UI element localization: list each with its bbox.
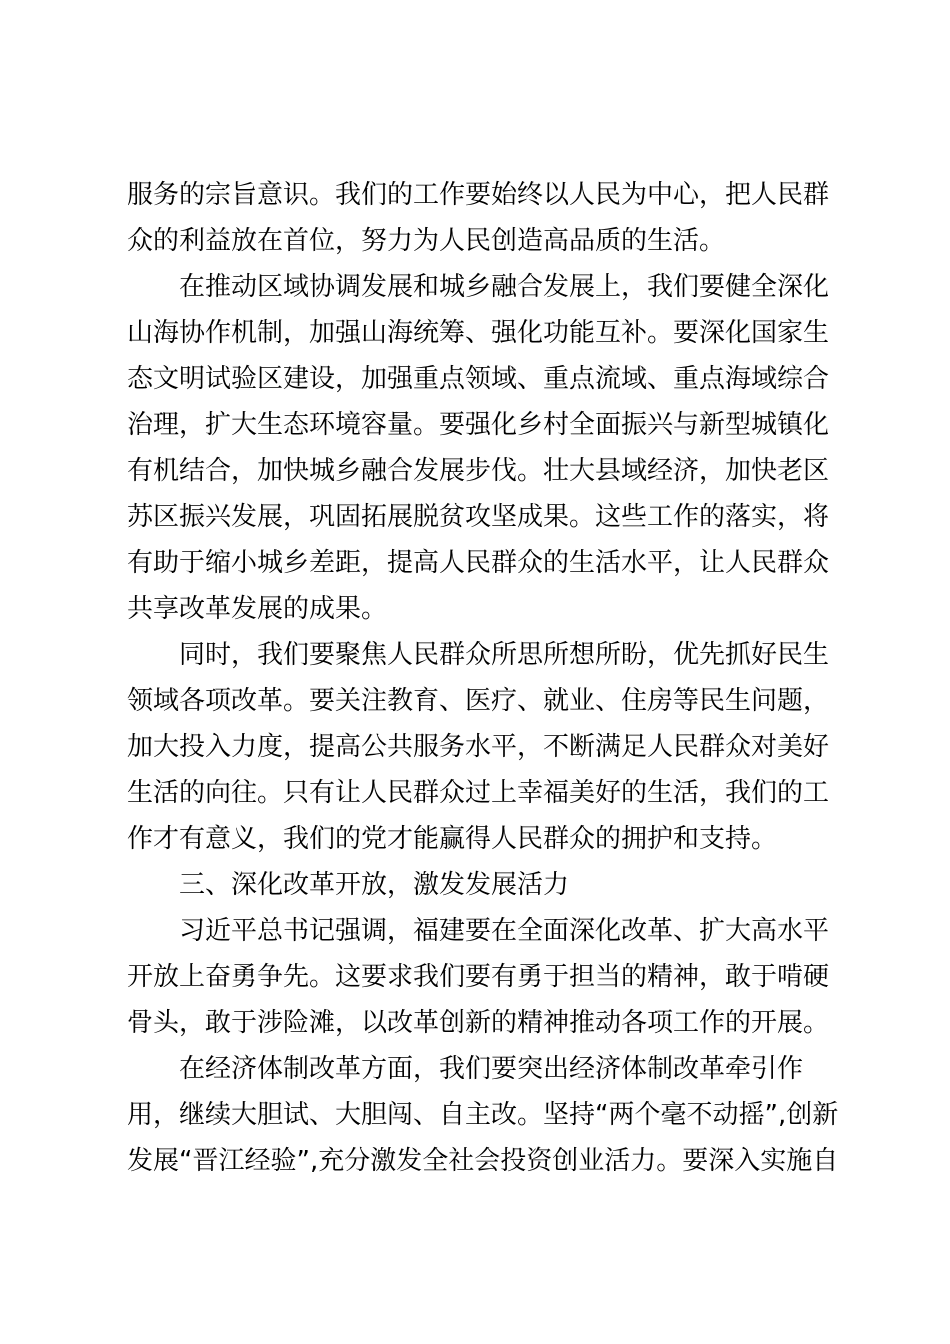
text-line: 有机结合，加快城乡融合发展步伐。壮大县域经济，加快老区 xyxy=(127,456,830,486)
text-line: 用，继续大胆试、大胆闯、自主改。坚持“两个毫不动摇”,创新 xyxy=(127,1100,839,1130)
paragraph-start-line: 在推动区域协调发展和城乡融合发展上，我们要健全深化 xyxy=(179,272,830,302)
text-line: 态文明试验区建设，加强重点领域、重点流域、重点海域综合 xyxy=(127,364,830,394)
text-line: 有助于缩小城乡差距，提高人民群众的生活水平，让人民群众 xyxy=(127,548,830,578)
section-heading: 三、深化改革开放，激发发展活力 xyxy=(179,870,570,900)
text-line: 山海协作机制，加强山海统筹、强化功能互补。要深化国家生 xyxy=(127,318,830,348)
text-line: 服务的宗旨意识。我们的工作要始终以人民为中心，把人民群 xyxy=(127,180,830,210)
text-line: 众的利益放在首位，努力为人民创造高品质的生活。 xyxy=(127,226,726,256)
text-line: 开放上奋勇争先。这要求我们要有勇于担当的精神，敢于啃硬 xyxy=(127,962,830,992)
text-line: 生活的向往。只有让人民群众过上幸福美好的生活，我们的工 xyxy=(127,778,830,808)
text-line: 作才有意义，我们的党才能赢得人民群众的拥护和支持。 xyxy=(127,824,778,854)
paragraph-start-line: 习近平总书记强调，福建要在全面深化改革、扩大高水平 xyxy=(179,916,830,946)
paragraph-start-line: 在经济体制改革方面，我们要突出经济体制改革牵引作 xyxy=(179,1054,804,1084)
text-line: 治理，扩大生态环境容量。要强化乡村全面振兴与新型城镇化 xyxy=(127,410,830,440)
text-line: 骨头，敢于涉险滩，以改革创新的精神推动各项工作的开展。 xyxy=(127,1008,830,1038)
text-line: 共享改革发展的成果。 xyxy=(127,594,388,624)
text-line: 加大投入力度，提高公共服务水平，不断满足人民群众对美好 xyxy=(127,732,830,762)
text-line: 苏区振兴发展，巩固拓展脱贫攻坚成果。这些工作的落实，将 xyxy=(127,502,830,532)
text-line: 发展“晋江经验”,充分激发全社会投资创业活力。要深入实施自 xyxy=(127,1146,839,1176)
text-line: 领域各项改革。要关注教育、医疗、就业、住房等民生问题， xyxy=(127,686,830,716)
paragraph-start-line: 同时，我们要聚焦人民群众所思所想所盼，优先抓好民生 xyxy=(179,640,830,670)
